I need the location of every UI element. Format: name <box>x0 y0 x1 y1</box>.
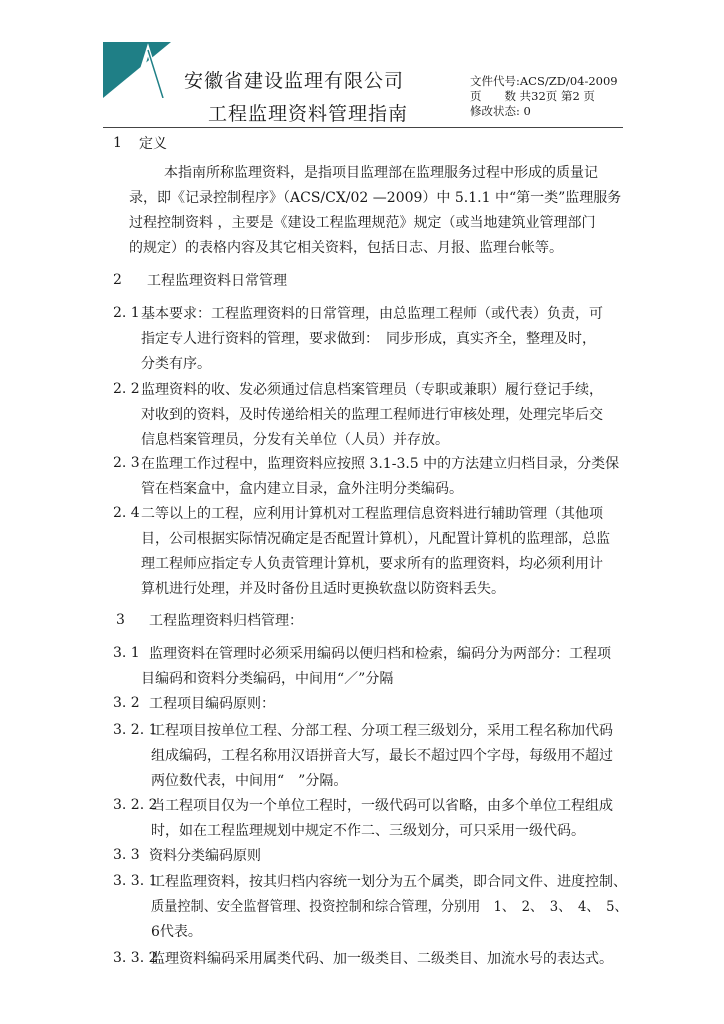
paragraph-line: 分类有序。 <box>141 356 211 372</box>
paragraph-line: 6代表。 <box>151 924 202 940</box>
paragraph-line: 质量控制、安全监督管理、投资控制和综合管理，分别用 1、 2、 3、 4、 5、 <box>151 899 628 915</box>
paragraph-line: 管在档案盒中，盒内建立目录，盒外注明分类编码。 <box>141 481 463 497</box>
paragraph-line: 工程监理资料，按其归档内容统一划分为五个属类，即合同文件、进度控制、 <box>151 874 627 890</box>
document-title: 工程监理资料管理指南 <box>208 103 409 125</box>
paragraph-line: 录，即《记录控制程序》（ACS/CX/02 —2009）中 5.1.1 中“第一类”监理服务 <box>129 190 622 206</box>
section-number: 1 <box>113 135 122 151</box>
paragraph-line: 目编码和资料分类编码，中间用“／”分隔 <box>141 671 394 687</box>
paragraph-line: 当工程项目仅为一个单位工程时，一级代码可以省略，由多个单位工程组成 <box>151 798 613 814</box>
revision-status: 修改状态: 0 <box>470 104 531 118</box>
paragraph-line: 目，公司根据实际情况确定是否配置计算机），凡配置计算机的监理部，总监 <box>141 531 610 547</box>
item-number: 2. 2 <box>113 381 140 397</box>
header-divider <box>103 127 623 128</box>
paragraph-line: 指定专人进行资料的管理，要求做到： 同步形成，真实齐全，整理及时， <box>141 331 596 347</box>
section-title: 工程监理资料归档管理： <box>149 613 303 629</box>
paragraph-line: 工程项目编码原则： <box>149 696 275 712</box>
document-meta <box>470 74 618 119</box>
item-number: 3. 3 <box>113 847 140 863</box>
paragraph-line: 理工程师应指定专人负责管理计算机，要求所有的监理资料，均必须利用计 <box>141 556 603 572</box>
paragraph-line: 时，如在工程监理规划中规定不作二、三级划分，可只采用一级代码。 <box>151 823 585 839</box>
paragraph-line: 两位数代表，中间用“ ”分隔。 <box>151 773 348 789</box>
item-number: 2. 1 <box>113 305 140 321</box>
paragraph-line: 监理资料的收、发必须通过信息档案管理员（专职或兼职）履行登记手续， <box>141 382 603 398</box>
paragraph-line: 资料分类编码原则 <box>149 848 261 864</box>
paragraph-line: 基本要求：工程监理资料的日常管理，由总监理工程师（或代表）负责，可 <box>141 306 603 322</box>
paragraph-line: 监理资料编码采用属类代码、加一级类目、二级类目、加流水号的表达式。 <box>151 951 613 967</box>
paragraph-line: 对收到的资料，及时传递给相关的监理工程师进行审核处理，处理完毕后交 <box>141 407 603 423</box>
item-number: 3. 2 <box>113 695 140 711</box>
section-title: 定义 <box>139 136 167 152</box>
document-header <box>0 0 724 135</box>
paragraph-line: 的规定）的表格内容及其它相关资料，包括日志、月报、监理台帐等。 <box>129 240 563 256</box>
paragraph-line: 工程项目按单位工程、分部工程、分项工程三级划分，采用工程名称加代码 <box>151 723 613 739</box>
item-number: 2. 4 <box>113 505 140 521</box>
item-number: 3. 3. 2 <box>113 950 158 966</box>
paragraph-line: 信息档案管理员，分发有关单位（人员）并存放。 <box>141 432 449 448</box>
paragraph-line: 过程控制资料 ，主要是《建设工程监理规范》规定（或当地建筑业管理部门 <box>129 215 596 231</box>
item-number: 3. 3. 1 <box>113 873 158 889</box>
section-title: 工程监理资料日常管理 <box>147 273 287 289</box>
item-number: 3. 2. 1 <box>113 722 158 738</box>
paragraph-line: 监理资料在管理时必须采用编码以便归档和检索，编码分为两部分：工程项 <box>149 646 611 662</box>
paragraph-line: 组成编码，工程名称用汉语拼音大写，最长不超过四个字母，每级用不超过 <box>151 748 613 764</box>
item-number: 3. 1 <box>113 645 140 661</box>
company-logo-icon <box>103 42 171 98</box>
paragraph-line: 本指南所称监理资料，是指项目监理部在监理服务过程中形成的质量记 <box>164 165 598 181</box>
item-number: 3. 2. 2 <box>113 797 158 813</box>
paragraph-line: 算机进行处理，并及时备份且适时更换软盘以防资料丢失。 <box>141 581 505 597</box>
company-name: 安徽省建设监理有限公司 <box>184 70 405 92</box>
paragraph-line: 二等以上的工程，应利用计算机对工程监理信息资料进行辅助管理（其他项 <box>141 506 603 522</box>
item-number: 2. 3 <box>113 455 140 471</box>
page-info: 页 数 共32页 第2 页 <box>470 89 595 103</box>
paragraph-line: 在监理工作过程中，监理资料应按照 3.1-3.5 中的方法建立归档目录，分类保 <box>141 456 620 472</box>
section-number: 2 <box>113 272 122 288</box>
section-number: 3 <box>116 612 125 628</box>
doc-code: 文件代号:ACS/ZD/04-2009 <box>470 74 618 88</box>
